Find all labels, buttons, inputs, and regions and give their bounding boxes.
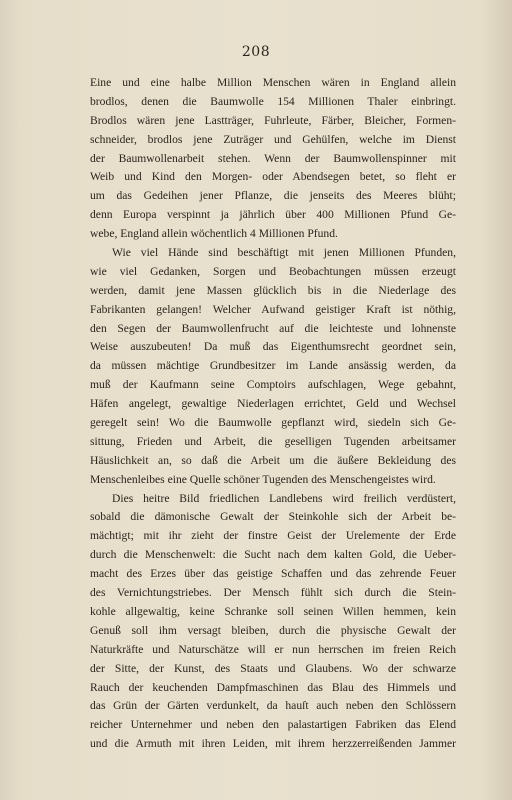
text-line: brodlos, denen die Baumwolle 154 Millionen Thaler einbringt.	[90, 94, 456, 108]
text-line: werden, damit jene Massen glücklich bis in die Niederlage des	[90, 283, 456, 297]
text-line: sittung, Frieden und Arbeit, die geselligen Tugenden arbeitsamer	[90, 434, 456, 448]
text-line: Häfen angelegt, gewaltige Niederlagen errichtet, Geld und Wechsel	[90, 397, 456, 411]
text-line: Rauch der keuchenden Dampfmaschinen das Blau des Himmels und	[90, 680, 456, 694]
text-line: geregelt sein! Wo die Baumwolle gepflanzt wird, siedeln sich Ge-	[90, 416, 456, 430]
text-line: den Segen der Baumwollenfrucht auf die leichteste und lohnenste	[90, 321, 456, 335]
text-line: Weise auszubeuten! Da muß das Eigenthumsrecht geordnet sein,	[90, 340, 456, 354]
text-line: Brodlos wären jene Lastträger, Fuhrleute, Färber, Bleicher, Formen-	[90, 113, 456, 127]
text-line: kohle allgewaltig, keine Schranke soll seinen Willen hemmen, kein	[90, 604, 456, 618]
body-text	[90, 74, 456, 754]
text-line: reicher Unternehmer und neben den palastartigen Fabriken das Elend	[90, 718, 456, 732]
text-line: sobald die dämonische Gewalt der Steinkohle sich der Arbeit be-	[90, 510, 456, 524]
text-line: Dies heitre Bild friedlichen Landlebens wird freilich verdüstert,	[112, 491, 456, 505]
text-line: Genuß soll ihm versagt bleiben, durch die physische Gewalt der	[90, 623, 456, 637]
text-line: webe, England allein wöchentlich 4 Millionen Pfund.	[90, 227, 338, 241]
text-line: um das Gedeihen jener Pflanze, die jenseits des Meeres blüht;	[90, 189, 456, 203]
text-line: muß der Kaufmann seine Comptoirs aufschlagen, Wege gebahnt,	[90, 378, 456, 392]
text-line: Menschenleibes eine Quelle schöner Tugenden des Menschengeistes wird.	[90, 472, 436, 486]
text-line: macht des Erzes über das geistige Schaffen und das zehrende Feuer	[90, 567, 456, 581]
text-line: Häuslichkeit an, so daß die Arbeit um die äußere Bekleidung des	[90, 453, 456, 467]
page-number: 208	[241, 44, 271, 60]
text-line: Naturkräfte und Naturschätze will er nun herrschen im freien Reich	[90, 642, 456, 656]
text-line: und die Armuth mit ihren Leiden, mit ihrem herzzerreißenden Jammer	[90, 737, 456, 751]
text-line: denn Europa verspinnt ja jährlich über 400 Millionen Pfund Ge-	[90, 208, 456, 222]
text-line: Fabrikanten gelangen! Welcher Aufwand geistiger Kraft ist nöthig,	[90, 302, 456, 316]
text-line: das Grün der Gärten verdunkelt, da hauſt auch neben den Schlössern	[90, 699, 456, 713]
text-line: Eine und eine halbe Million Menschen wären in England allein	[90, 76, 456, 89]
text-line: Weib und Kind den Morgen- oder Abendsegen betet, so fleht er	[90, 170, 456, 184]
text-line: mächtigt; mit ihr zieht der finstre Geist der Urelemente der Erde	[90, 529, 456, 543]
text-line: der Baumwollenarbeit stehen. Wenn der Baumwollenspinner mit	[90, 151, 456, 165]
text-line: des Vernichtungstriebes. Der Mensch fühlt sich durch die Stein-	[90, 586, 456, 600]
text-line: schneider, brodlos jene Zuträger und Gehülfen, welche im Dienst	[90, 132, 456, 146]
text-line: wie viel Gedanken, Sorgen und Beobachtungen müssen erzeugt	[90, 264, 456, 278]
text-line: der Sitte, der Kunst, des Staats und Glaubens. Wo der schwarze	[90, 661, 456, 675]
text-line: Wie viel Hände sind beschäftigt mit jenen Millionen Pfunden,	[112, 246, 456, 260]
text-line: da müssen mächtige Grundbesitzer im Lande ansässig werden, da	[90, 359, 456, 373]
text-line: durch die Menschenwelt: die Sucht nach dem kalten Gold, die Ueber-	[90, 548, 456, 562]
